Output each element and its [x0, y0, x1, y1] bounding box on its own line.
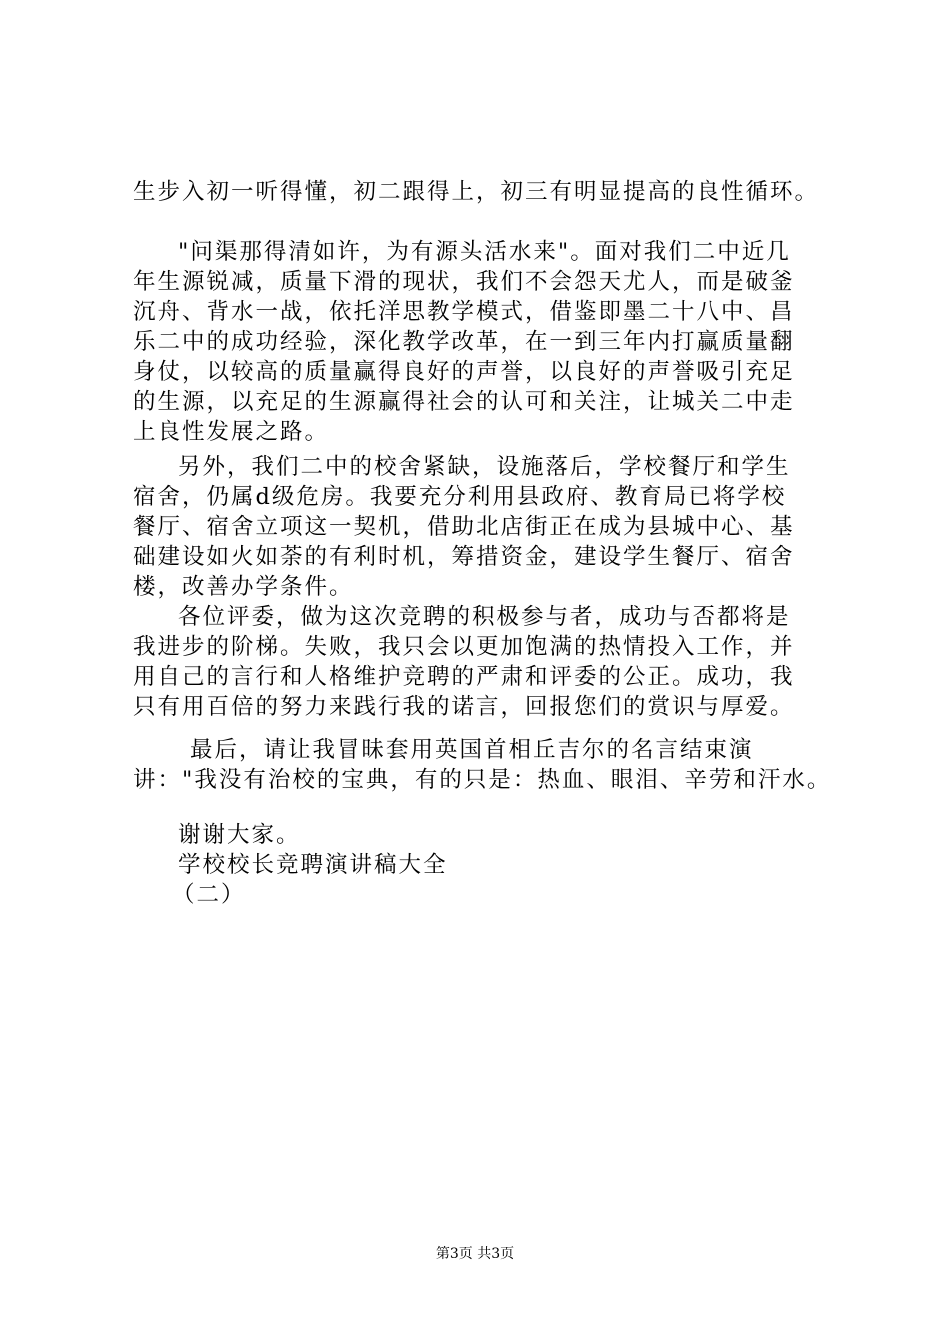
text-line: 乐二中的成功经验，深化教学改革，在一到三年内打赢质量翻	[133, 329, 795, 355]
text-line: 的生源，以充足的生源赢得社会的认可和关注，让城关二中走	[133, 389, 795, 415]
text-line: 最后，请让我冒昧套用英国首相丘吉尔的名言结束演	[190, 737, 754, 763]
text-line: 沉舟、背水一战，依托洋思教学模式，借鉴即墨二十八中、昌	[133, 299, 795, 325]
text-line: 我进步的阶梯。失败，我只会以更加饱满的热情投入工作，并	[133, 634, 795, 660]
text-line: 宿舍，仍属d级危房。我要充分利用县政府、教育局已将学校	[133, 484, 787, 510]
text-line: 生步入初一听得懂，初二跟得上，初三有明显提高的良性循环。	[133, 179, 820, 205]
section-number: （二）	[172, 882, 246, 908]
text-line: 用自己的言行和人格维护竞聘的严肃和评委的公正。成功，我	[133, 664, 795, 690]
text-line: 年生源锐减，质量下滑的现状，我们不会怨天尤人，而是破釜	[133, 269, 795, 295]
text-line: 身仗，以较高的质量赢得良好的声誉，以良好的声誉吸引充足	[133, 359, 795, 385]
text-line: 楼，改善办学条件。	[133, 574, 354, 600]
text-line: 讲："我没有治校的宝典，有的只是：热血、眼泪、辛劳和汗水。	[133, 767, 832, 793]
closing-thanks: 谢谢大家。	[178, 822, 301, 848]
page-footer: 第3页 共3页	[435, 1246, 515, 1262]
text-line: 只有用百倍的努力来践行我的诺言，回报您们的赏识与厚爱。	[133, 694, 795, 720]
section-title: 学校校长竞聘演讲稿大全	[178, 852, 448, 878]
text-line: 餐厅、宿舍立项这一契机，借助北店街正在成为县城中心、基	[133, 514, 795, 540]
text-line: "问渠那得清如许，为有源头活水来"。面对我们二中近几	[178, 239, 791, 265]
text-line: 上良性发展之路。	[133, 419, 330, 445]
text-line: 础建设如火如荼的有利时机，筹措资金，建设学生餐厅、宿舍	[133, 544, 795, 570]
text-line: 另外，我们二中的校舍紧缺，设施落后，学校餐厅和学生	[178, 454, 791, 480]
text-line: 各位评委，做为这次竞聘的积极参与者，成功与否都将是	[178, 604, 791, 630]
